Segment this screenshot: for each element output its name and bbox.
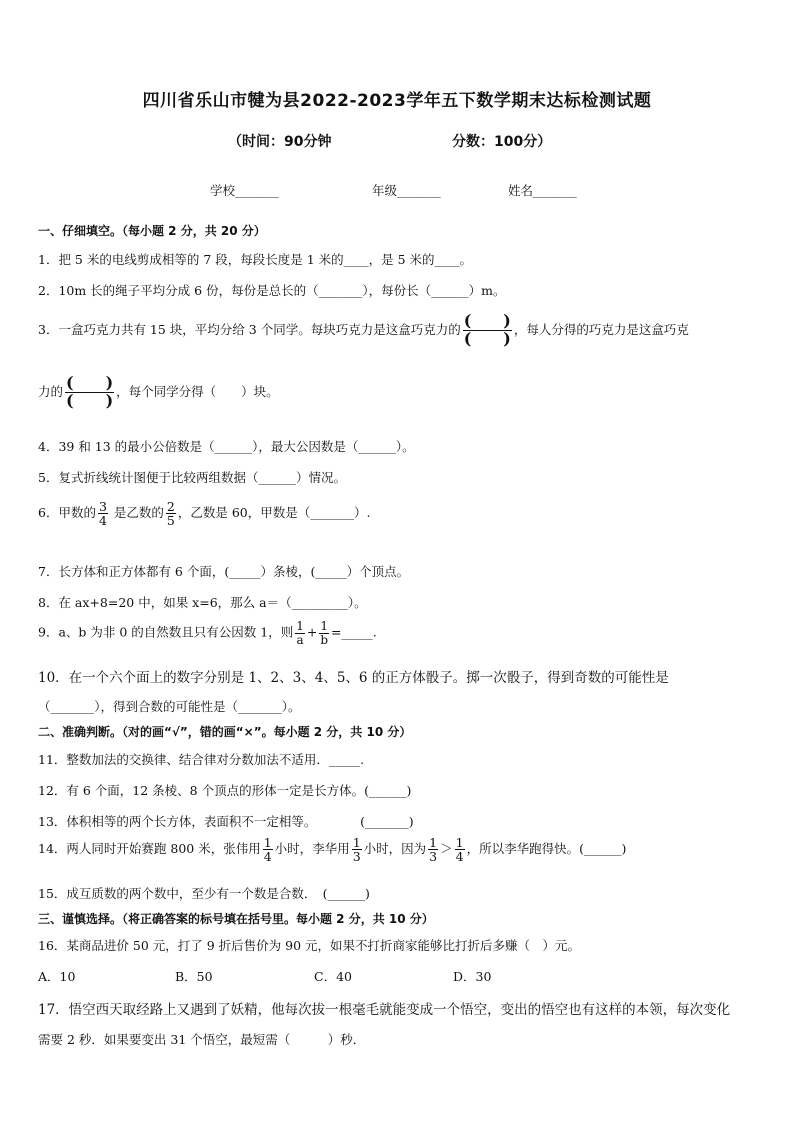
question-17-cont: 需要 2 秒．如果要变出 31 个悟空，最短需（ ）秒． — [38, 1032, 366, 1047]
question-15: 15．成互质数的两个数中，至少有一个数是合数． (______) — [38, 886, 370, 901]
fraction-3-4: $\frac{3}{4}$ — [98, 499, 107, 529]
q3-text-a: 3．一盒巧克力共有 15 块，平均分给 3 个同学。每块巧克力是这盒巧克力的 — [38, 321, 461, 337]
choice-b: B．50 — [175, 969, 213, 984]
question-10-cont: （_______），得到合数的可能性是（_______）。 — [38, 699, 301, 714]
exam-time: （时间：90分钟 — [228, 134, 332, 150]
question-17: 17．悟空西天取经路上又遇到了妖精，他每次拔一根毫毛就能变成一个悟空，变出的悟空也有这样的本领，每次变化 — [38, 1002, 731, 1018]
q3-text-b: ，每人分得的巧克力是这盒巧克 — [513, 321, 689, 337]
question-11: 11．整数加法的交换律、结合律对分数加法不适用．_____. — [38, 752, 365, 767]
question-3 — [38, 313, 689, 348]
question-7: 7．长方体和正方体都有 6 个面，(_____）条棱，(_____）个顶点。 — [38, 564, 410, 579]
question-4: 4．39 和 13 的最小公倍数是（______），最大公因数是（______）。 — [38, 439, 415, 454]
question-12: 12．有 6 个面，12 条棱、8 个顶点的形体一定是长方体。(______) — [38, 783, 412, 798]
section-heading: 二、准确判断。（对的画“√”，错的画“×”。每小题 2 分，共 10 分） — [38, 725, 412, 739]
fraction-1-a: $\frac{1}{a}$ — [296, 619, 304, 647]
exam-title: 四川省乐山市犍为县2022-2023学年五下数学期末达标检测试题 — [142, 91, 652, 111]
question-2: 2．10m 长的绳子平均分成 6 份，每份是总长的（_______），每份长（______）m。 — [38, 283, 506, 298]
question-8: 8．在 ax+8=20 中，如果 x=6，那么 a＝（_________）。 — [38, 595, 367, 610]
fraction-1-3: $\frac{1}{3}$ — [429, 835, 438, 865]
school-field: 学校_______ — [210, 183, 279, 198]
question-5: 5．复式折线统计图便于比较两组数据（______）情况。 — [38, 470, 346, 485]
section-heading: 一、仔细填空。（每小题 2 分，共 20 分） — [38, 224, 266, 238]
question-6: 6．甲数的 $\frac{3}{4}$ 是乙数的 $\frac{2}{5}$ ，乙数是 60，甲数是（_______）. — [38, 499, 371, 529]
q3-text-d: ，每个同学分得（ ）块。 — [116, 383, 279, 399]
question-9: 9．a、b 为非 0 的自然数且只有公因数 1，则 $\frac{1}{a}$ + $\frac{1}{b}$ =_____. — [38, 619, 377, 647]
choice-a: A．10 — [38, 969, 76, 984]
choice-d: D．30 — [453, 969, 492, 984]
fraction-2-5: $\frac{2}{5}$ — [166, 499, 175, 529]
fraction-1-3: $\frac{1}{3}$ — [352, 835, 361, 865]
grade-field: 年级_______ — [372, 183, 441, 198]
fraction-1-b: $\frac{1}{b}$ — [320, 619, 329, 647]
exam-score: 分数：100分） — [452, 134, 552, 150]
question-14: 14．两人同时开始赛跑 800 米，张伟用 $\frac{1}{4}$ 小时，李华用 $\frac{1}{3}$ 小时，因为 $\frac{1}{3}$ ＞ $\frac{1}{4}$ ，所以李华跑得快。(______) — [38, 835, 627, 865]
question-13: 13．体积相等的两个长方体，表面积不一定相等。 (_______) — [38, 814, 414, 829]
choice-c: C．40 — [314, 969, 352, 984]
blank-fraction: $\frac{( )}{( )}$ — [66, 373, 114, 410]
fraction-1-4: $\frac{1}{4}$ — [263, 835, 272, 865]
q3-text-c: 力的 — [38, 383, 64, 399]
question-3-cont — [38, 375, 279, 410]
question-16: 16．某商品进价 50 元，打了 9 折后售价为 90 元，如果不打折商家能够比打折后多赚（ ）元。 — [38, 938, 581, 953]
question-1: 1．把 5 米的电线剪成相等的 7 段，每段长度是 1 米的____，是 5 米的____。 — [38, 252, 473, 267]
question-10: 10．在一个六个面上的数字分别是 1、2、3、4、5、6 的正方体骰子。掷一次骰子，得到奇数的可能性是 — [38, 670, 669, 686]
section-heading: 三、谨慎选择。（将正确答案的标号填在括号里。每小题 2 分，共 10 分） — [38, 912, 434, 926]
blank-fraction: $\frac{( )}{( )}$ — [463, 311, 511, 348]
fraction-1-4: $\frac{1}{4}$ — [455, 835, 464, 865]
name-field: 姓名_______ — [508, 183, 577, 198]
